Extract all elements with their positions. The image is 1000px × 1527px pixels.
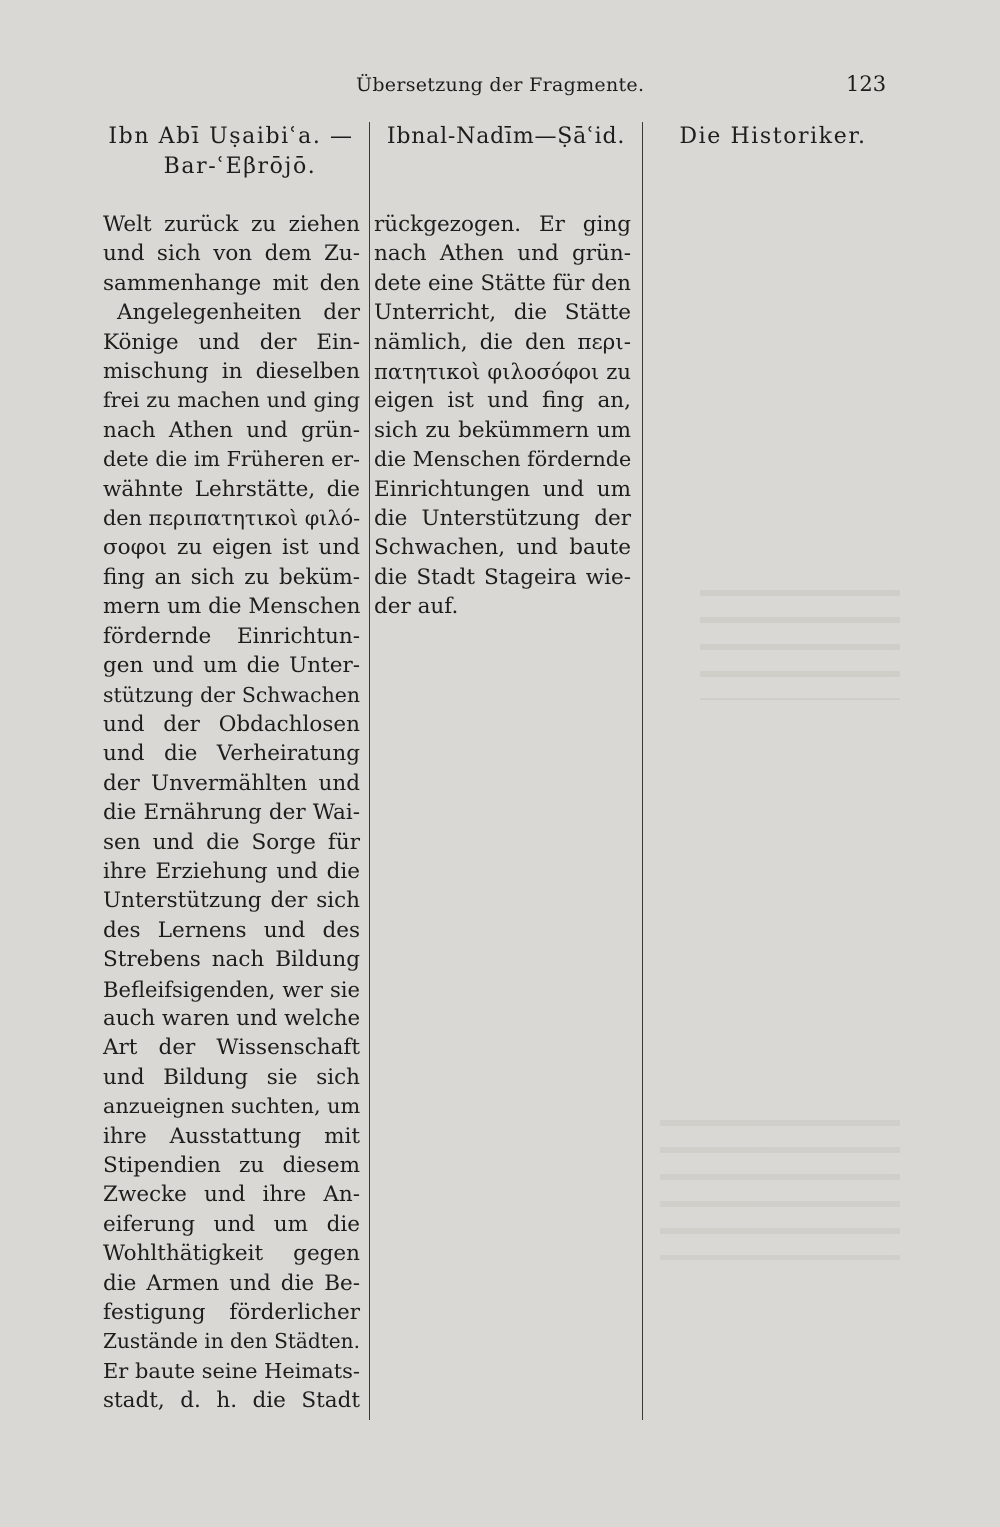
text-line: Könige und der Ein- xyxy=(103,329,360,355)
text-line: festigung förderlicher xyxy=(103,1300,360,1326)
text-line: ihre Ausstattung mit xyxy=(103,1123,360,1149)
column-text-ibn-al-nadim-said xyxy=(374,210,631,622)
text-line: auch waren und welche xyxy=(103,1005,361,1031)
text-line: des Lernens und des xyxy=(103,917,360,943)
column-heading-subline: Bar-ʿEβrōjō. xyxy=(163,154,317,179)
text-line: frei zu machen und ging xyxy=(103,388,360,413)
text-line: nach Athen und grün- xyxy=(103,417,360,443)
text-line: fördernde Einrichtun- xyxy=(103,623,360,649)
text-line: der auf. xyxy=(374,594,459,620)
text-line: die Ernährung der Wai- xyxy=(103,800,360,826)
text-line: eigen ist und fing an, xyxy=(374,388,631,414)
text-line: Er baute seine Heimats- xyxy=(103,1358,360,1383)
column-heading-ibn-al-nadim-said xyxy=(372,122,640,152)
column-heading-die-historiker xyxy=(648,122,898,152)
text-line: σοφοι zu eigen ist und xyxy=(103,535,360,561)
text-line: Unterricht, die Stätte xyxy=(374,300,631,326)
text-line: sammenhange mit den xyxy=(103,270,360,296)
column-text-ibn-abi-usaibia xyxy=(103,210,360,1416)
text-line: stützung der Schwachen xyxy=(103,682,360,707)
text-line: Unterstützung der sich xyxy=(103,888,360,914)
text-line: der Unvermählten und xyxy=(103,770,360,796)
text-line: Welt zurück zu ziehen xyxy=(103,212,360,237)
text-line: Schwachen, und baute xyxy=(374,535,631,561)
column-heading-ibn-abi-usaibia xyxy=(96,122,366,182)
text-line: rückgezogen. Er ging xyxy=(374,212,631,237)
text-line: und sich von dem Zu- xyxy=(103,241,360,267)
text-line: Wohlthätigkeit gegen xyxy=(103,1241,360,1267)
text-line: dete eine Stätte für den xyxy=(374,270,631,296)
text-line: ihre Erziehung und die xyxy=(103,858,360,884)
running-title: Übersetzung der Fragmente. xyxy=(356,74,645,96)
text-line: Zwecke und ihre An- xyxy=(103,1182,360,1208)
text-line: Stipendien zu diesem xyxy=(103,1153,360,1178)
text-line: anzueignen suchten, um xyxy=(103,1094,361,1119)
text-line: und der Obdachlosen xyxy=(103,711,360,737)
text-line: Art der Wissenschaft xyxy=(103,1035,360,1061)
text-line: nach Athen und grün- xyxy=(374,241,631,267)
column-heading-line: Die Historiker. xyxy=(679,124,867,149)
text-line: sen und die Sorge für xyxy=(103,829,360,855)
text-line: die Stadt Stageira wie- xyxy=(374,564,631,590)
text-line: mern um die Menschen xyxy=(103,594,361,620)
text-line: die Armen und die Be- xyxy=(103,1270,360,1296)
text-line: fing an sich zu beküm- xyxy=(103,564,360,590)
text-line: sich zu bekümmern um xyxy=(374,417,631,443)
text-line: nämlich, die den περι- xyxy=(374,329,631,355)
column-divider-right xyxy=(642,122,643,1420)
text-line: Einrichtungen und um xyxy=(374,476,631,502)
text-line: Angelegenheiten der xyxy=(117,300,360,326)
text-line: stadt, d. h. die Stadt xyxy=(103,1388,360,1414)
column-divider-left xyxy=(369,122,370,1420)
column-heading-line: Ibnal-Nadīm—Ṣāʿid. xyxy=(386,124,626,149)
text-line: wähnte Lehrstätte, die xyxy=(103,476,360,502)
text-line: dete die im Früheren er- xyxy=(103,447,360,472)
text-line: die Menschen fördernde xyxy=(374,447,632,472)
text-line: und die Verheiratung xyxy=(103,741,360,767)
text-line: mischung in dieselben xyxy=(103,359,360,385)
column-heading-line: Ibn Abī Uṣaibiʿa. — xyxy=(108,124,354,149)
text-line: den περιπατητικοὶ φιλό- xyxy=(103,506,361,531)
text-line: eiferung und um die xyxy=(103,1211,360,1237)
text-line: Zustände in den Städten. xyxy=(103,1329,360,1354)
bleed-through-texture xyxy=(660,1120,900,1260)
page-number: 123 xyxy=(846,72,887,96)
text-line: und Bildung sie sich xyxy=(103,1064,360,1090)
text-line: Befleifsigenden, wer sie xyxy=(103,976,360,1002)
text-line: πατητικοὶ φιλοσόφοι zu xyxy=(374,359,631,385)
text-line: die Unterstützung der xyxy=(374,506,631,532)
text-line: Strebens nach Bildung xyxy=(103,947,360,973)
text-line: gen und um die Unter- xyxy=(103,653,360,679)
bleed-through-texture xyxy=(700,590,900,700)
